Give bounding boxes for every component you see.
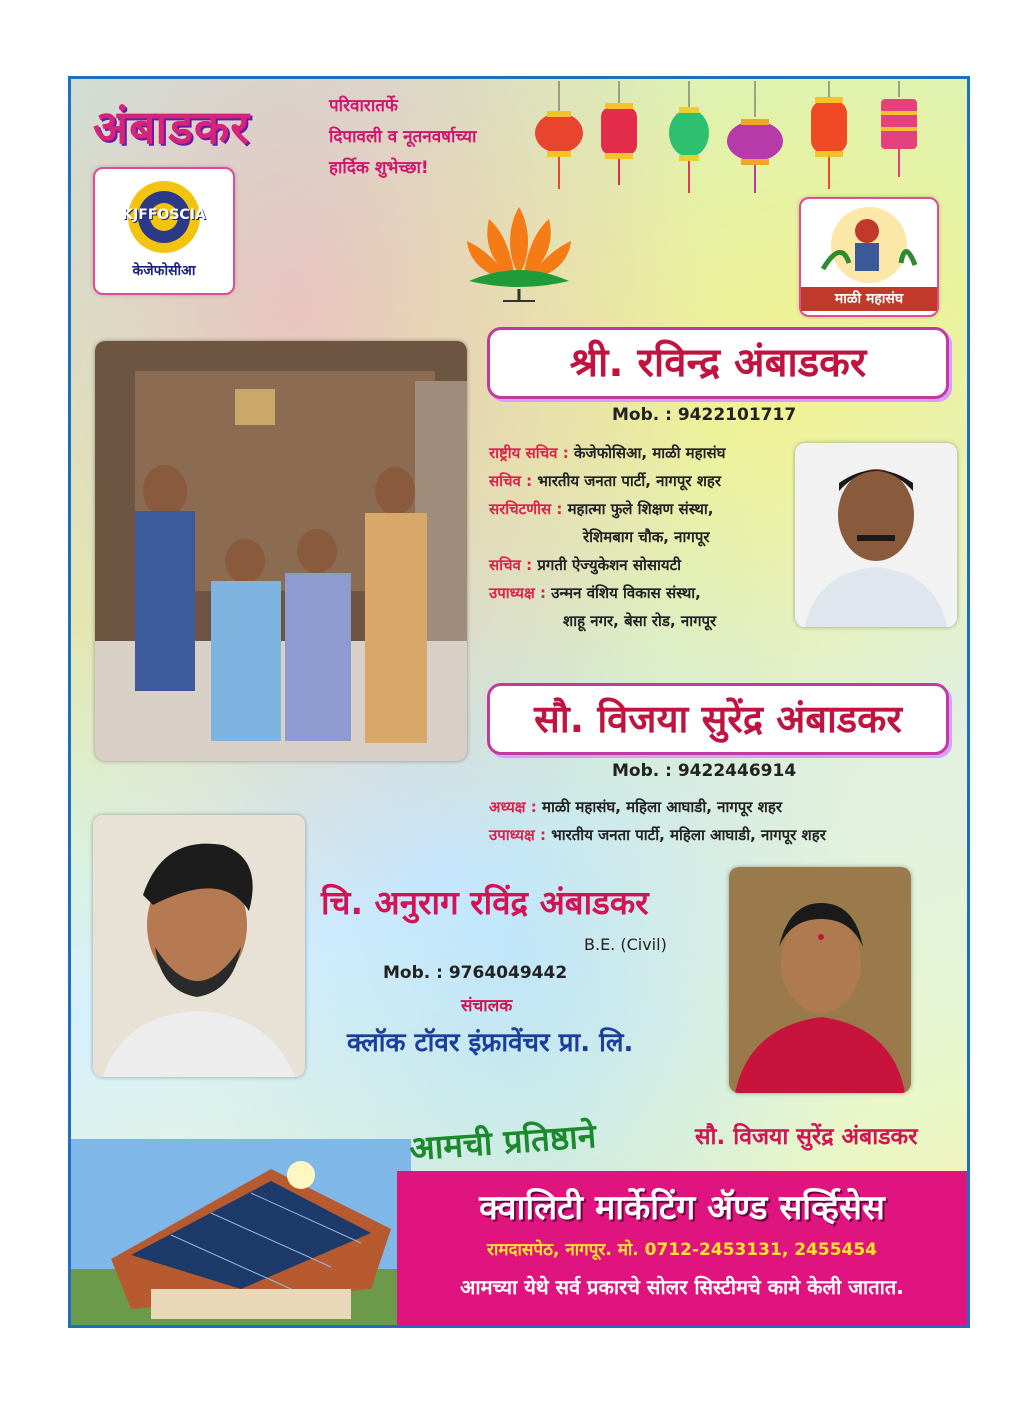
kjf-logo-title: KJFFOSCIA (122, 207, 206, 223)
person2-portrait (729, 867, 911, 1093)
person3-name: चि. अनुराग रविंद्र अंबाडकर (321, 883, 649, 922)
family-photo (95, 341, 467, 761)
person1-role-4: सचिव : प्रगती ऐज्युकेशन सोसायटी (489, 556, 682, 574)
solar-panel-icon (71, 1139, 411, 1325)
business-name: क्वालिटी मार्केटिंग ॲण्ड सर्व्हिसेस (479, 1188, 885, 1228)
person2-name-banner: सौ. विजया सुरेंद्र अंबाडकर (487, 683, 949, 755)
poster-frame (68, 76, 970, 1328)
brand-title: अंबाडकर (93, 100, 251, 154)
person1-portrait (795, 443, 957, 627)
person3-designation: संचालक (461, 996, 513, 1016)
person3-company: क्लॉक टॉवर इंफ्रावेंचर प्रा. लि. (347, 1028, 634, 1058)
business-banner (397, 1171, 967, 1325)
greeting-line-3: हार्दिक शुभेच्छा! (329, 158, 429, 178)
person2-caption: सौ. विजया सुरेंद्र अंबाडकर (695, 1124, 918, 1150)
person2-role-1: अध्यक्ष : माळी महासंघ, महिला आघाडी, नागपूर शहर (489, 798, 782, 816)
person1-role-5-cont: शाहू नगर, बेसा रोड, नागपूर (563, 612, 717, 630)
mali-mahasangh-logo (799, 197, 939, 317)
business-tagline: आमच्या येथे सर्व प्रकारचे सोलर सिस्टीमचे कामे केली जातात. (460, 1275, 904, 1299)
kjf-logo-subtitle: केजेफोसीआ (132, 263, 196, 279)
person1-role-3: सरचिटणीस : महात्मा फुले शिक्षण संस्था, (489, 500, 714, 518)
person1-role-5: उपाध्यक्ष : उन्मन वंशिय विकास संस्था, (489, 584, 701, 602)
business-address: रामदासपेठ, नागपूर. मो. 0712-2453131, 2455454 (486, 1240, 878, 1260)
person3-mobile: Mob. : 9764049442 (383, 963, 568, 983)
person1-role-3-cont: रेशिमबाग चौक, नागपूर (583, 528, 710, 546)
person1-mobile: Mob. : 9422101717 (612, 405, 797, 425)
lantern-icon (601, 81, 637, 185)
business-heading: आमची प्रतिष्ठाने (408, 1116, 598, 1169)
greeting-text (329, 91, 476, 184)
lantern-icon (881, 81, 917, 177)
lanterns-decoration (529, 81, 949, 201)
person1-roles (489, 439, 809, 635)
lantern-icon (535, 81, 583, 189)
greeting-line-1: परिवारातर्फे (329, 96, 399, 116)
person2-portrait-image (729, 867, 911, 1093)
lantern-icon (669, 81, 709, 193)
person3-portrait-image (93, 815, 305, 1077)
kjffoscia-logo (93, 167, 235, 295)
person2-mobile: Mob. : 9422446914 (612, 761, 797, 781)
person1-portrait-image (795, 443, 957, 627)
greeting-line-2: दिपावली व नूतनवर्षाच्या (329, 127, 477, 147)
person3-degree: B.E. (Civil) (584, 935, 667, 954)
person1-role-1: राष्ट्रीय सचिव : केजेफोसिआ, माळी महासंघ (489, 444, 726, 462)
person1-role-2: सचिव : भारतीय जनता पार्टी, नागपूर शहर (489, 472, 721, 490)
family-photo-image (95, 341, 467, 761)
lantern-icon (727, 81, 783, 193)
lantern-icon (811, 81, 847, 189)
person2-role-2: उपाध्यक्ष : भारतीय जनता पार्टी, महिला आघाडी, नागपूर शहर (489, 826, 826, 844)
person3-portrait (93, 815, 305, 1077)
person2-roles (489, 793, 959, 849)
mali-logo-label: माळी महासंघ (801, 287, 937, 311)
solar-house-photo (71, 1139, 411, 1325)
person1-name-banner: श्री. रविन्द्र अंबाडकर (487, 327, 949, 399)
lotus-icon (459, 197, 579, 309)
